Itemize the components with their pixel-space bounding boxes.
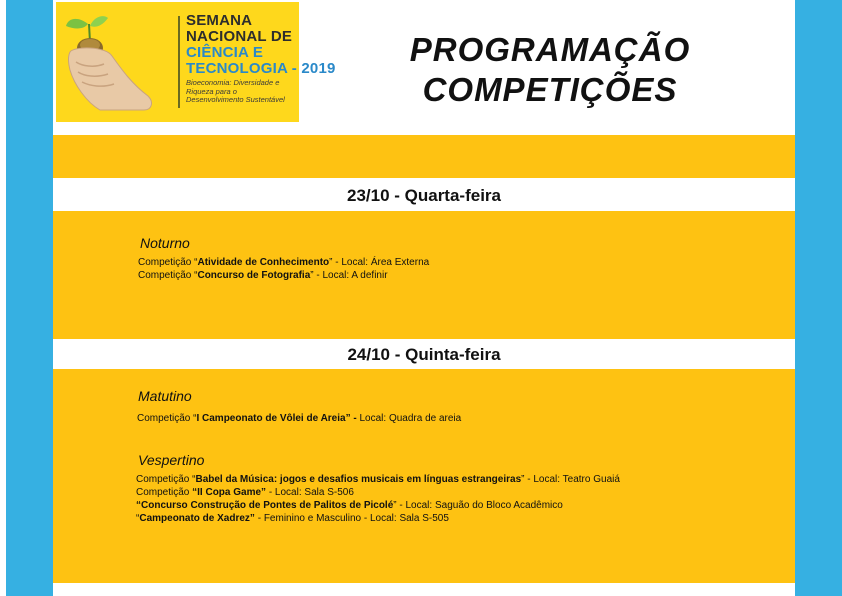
event-logo xyxy=(56,2,336,122)
day-header-2310: 23/10 - Quarta-feira xyxy=(346,186,501,205)
page-title xyxy=(360,30,740,110)
competition-item: Competição “Babel da Música: jogos e desafios musicais em línguas estrangeiras” - Local: Teatro Guaiá xyxy=(136,474,620,485)
yellow-band-top xyxy=(53,135,795,178)
logo-divider xyxy=(178,16,180,108)
competition-item: Competição “Concurso de Fotografia” - Local: A definir xyxy=(138,270,388,281)
period-matutino: Matutino xyxy=(138,388,192,404)
logo-line-3: CIÊNCIA E xyxy=(186,44,264,61)
hand-with-plant-icon xyxy=(60,12,170,112)
title-line-2: COMPETIÇÕES xyxy=(422,71,678,108)
title-line-1: PROGRAMAÇÃO xyxy=(409,31,691,68)
right-blue-border xyxy=(795,0,842,596)
logo-subtitle-2: Desenvolvimento Sustentável xyxy=(186,95,285,104)
left-blue-border xyxy=(6,0,53,596)
day-header-2410: 24/10 - Quinta-feira xyxy=(347,345,501,364)
competition-item: “Concurso Construção de Pontes de Palitos de Picolé” - Local: Saguão do Bloco Acadêmico xyxy=(136,500,563,511)
logo-subtitle-1: Bioeconomia: Diversidade e Riqueza para o xyxy=(186,78,280,96)
competition-item: Competição “II Copa Game” - Local: Sala S-506 xyxy=(136,487,354,498)
period-vespertino: Vespertino xyxy=(138,452,205,468)
logo-text xyxy=(186,12,336,105)
logo-line-1: SEMANA xyxy=(186,12,253,29)
competition-item: Competição “Atividade de Conhecimento” - Local: Área Externa xyxy=(138,257,430,268)
period-noturno: Noturno xyxy=(140,235,190,251)
logo-line-4: TECNOLOGIA - 2019 xyxy=(186,60,336,77)
logo-line-2: NACIONAL DE xyxy=(186,28,293,45)
competition-item: Competição “I Campeonato de Vôlei de Areia” - Local: Quadra de areia xyxy=(137,413,462,424)
competition-item: “Campeonato de Xadrez” - Feminino e Masculino - Local: Sala S-505 xyxy=(136,513,449,524)
